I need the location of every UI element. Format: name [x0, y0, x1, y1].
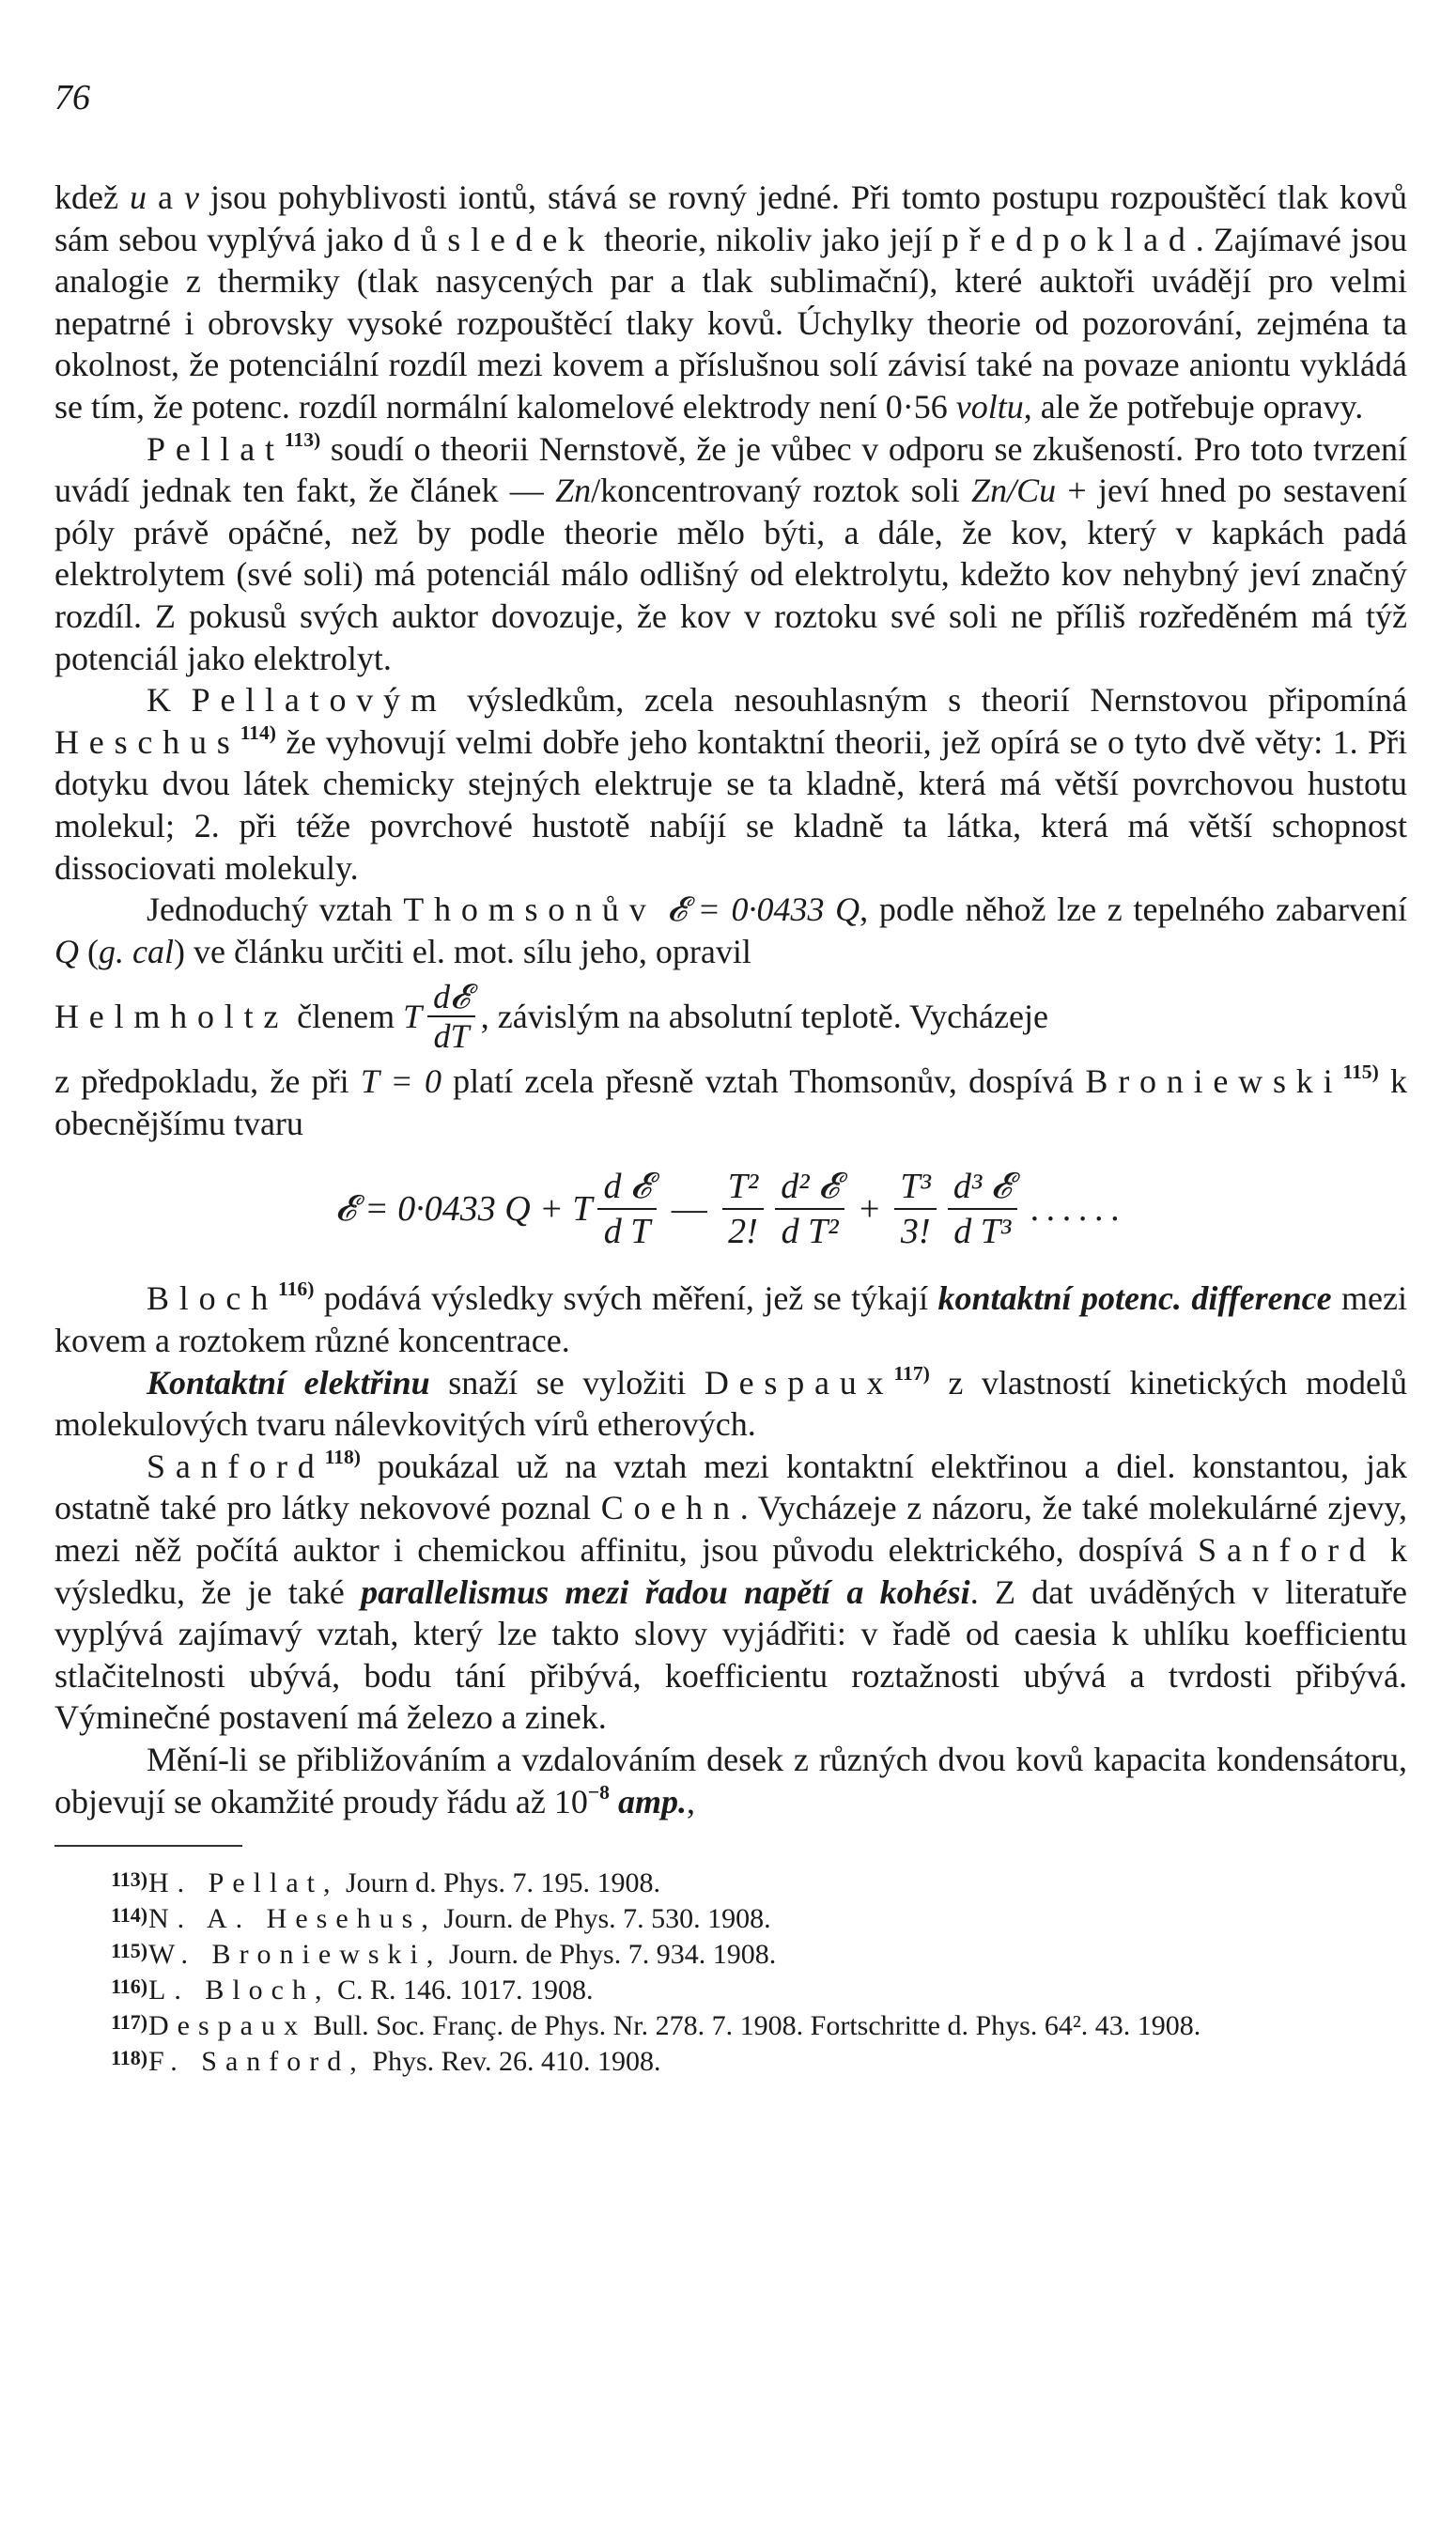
footnote — [54, 1935, 1407, 1971]
footnote-text: Journ. de Phys. 7. 934. 1908. — [441, 1939, 777, 1971]
fraction-5 — [948, 1165, 1017, 1253]
footnote-author: W. Broniewski, — [148, 1939, 442, 1971]
math-var: T — [403, 998, 423, 1036]
paragraph-2 — [54, 428, 1407, 680]
footnote-number: 116) — [111, 1975, 148, 1999]
footnote-number: 115) — [111, 1939, 148, 1963]
math-var: u — [129, 178, 147, 216]
fraction-3 — [775, 1165, 844, 1253]
text: ( — [79, 932, 99, 970]
fraction-dE-dT — [427, 978, 475, 1055]
fraction-2 — [722, 1165, 765, 1253]
text: /koncentrovaný roztok soli — [591, 472, 972, 510]
footnote — [54, 2006, 1407, 2042]
author-name: Sanford — [147, 1447, 325, 1485]
italic-phrase: Kontaktní elektřinu — [147, 1363, 430, 1402]
text: členem — [288, 998, 404, 1036]
text: K — [147, 681, 192, 720]
text: mezi kovem a roztokem různé koncentrace. — [54, 1279, 1407, 1360]
author-name: Broniewski — [1085, 1062, 1343, 1101]
text: k výsledku, že je také — [54, 1531, 1408, 1611]
text: že vyhovují velmi dobře jeho kontaktní theorii, jež opírá se o tyto dvě věty: 1. Při dotyku dvou látek chemicky stejných elektruje se ta kladně, která má větší povrchovou hustotu molekul; 2. při téže povrchové hustotě nabíjí se kladně ta látka, která má větší schopnost dissociovati molekuly. — [54, 722, 1407, 887]
math-var: Q — [54, 932, 79, 970]
paragraph-6 — [54, 1278, 1407, 1361]
fraction-denominator: d T — [603, 1212, 651, 1252]
author-name: Coehn — [600, 1489, 740, 1527]
helmholtz-line — [54, 978, 1407, 1055]
footnote — [54, 1971, 1407, 2006]
italic-word: voltu — [955, 387, 1024, 426]
text: , — [686, 1782, 695, 1820]
footnote-text: C. R. 146. 1017. 1908. — [330, 1975, 594, 2006]
text: výsledkům, zcela nesouhlasným s theorií Nernstovou připomíná — [446, 681, 1408, 720]
author-name: Pellat — [147, 429, 285, 468]
text — [610, 1783, 618, 1820]
footnote-ref[interactable]: 114) — [240, 720, 276, 744]
text: z vlastností kinetických modelů molekulových tvaru nálevkovitých vírů etherových. — [54, 1363, 1407, 1444]
fraction-numerator: d𝓔 — [427, 978, 475, 1017]
footnote-text: Journ. de Phys. 7. 530. 1908. — [436, 1903, 771, 1935]
fraction-numerator: d³ 𝓔 — [948, 1165, 1017, 1210]
text: + jeví hned po sestavení póly právě opáčné, než by podle theorie mělo býti, a dále, že kov, který v kapkách padá elektrolytem (své soli) má potenciál málo odlišný od elektrolytu, kdežto kov nehybný jeví značný rozdíl. Z pokusů svých auktor dovozuje, že kov v roztoku své soli ne příliš rozředěném má týž potenciál jako elektrolyt. — [54, 472, 1407, 677]
fraction-numerator: T³ — [894, 1165, 937, 1210]
inline-formula: 𝓔 = 0·0433 Q — [667, 891, 860, 929]
footnote-divider — [54, 1845, 242, 1847]
footnote-ref[interactable]: 117) — [893, 1361, 930, 1385]
fraction-numerator: T² — [722, 1165, 765, 1210]
spaced-word: předpoklad — [941, 220, 1196, 258]
footnote-author: H. Pellat, — [148, 1867, 339, 1899]
text: , závislým na absolutní teplotě. Vycházeje — [480, 998, 1048, 1036]
fraction-1 — [597, 1165, 656, 1253]
footnote — [54, 1899, 1407, 1935]
text: soudí o theorii Nernstově, že je vůbec v odporu se zkušeností. Pro toto tvrzení uvádí jednak ten fakt, že článek — — [54, 429, 1407, 510]
footnote-text: Phys. Rev. 26. 410. 1908. — [364, 2046, 661, 2078]
fraction-denominator: 3! — [900, 1212, 931, 1252]
plus-sign: + — [859, 1189, 880, 1230]
footnote-ref[interactable]: 115) — [1342, 1061, 1379, 1084]
paragraph-8 — [54, 1446, 1407, 1739]
paragraph-1 — [54, 177, 1407, 428]
footnote-ref[interactable]: 113) — [284, 427, 321, 451]
text: poukázal už na vztah mezi kontaktní elektřinou a diel. konstantou, jak ostatně také pro látky nekovové poznal — [54, 1447, 1407, 1527]
text: , ale že potřebuje opravy. — [1023, 387, 1364, 426]
paragraph-9 — [54, 1739, 1407, 1822]
body-text — [54, 177, 1407, 2078]
footnote-author: F. Sanford, — [148, 2046, 365, 2078]
text: ) ve článku určiti el. mot. sílu jeho, opravil — [173, 932, 751, 970]
author-name: Thomsonův — [403, 891, 657, 929]
inline-formula: T = 0 — [360, 1062, 441, 1101]
footnote-text: Bull. Soc. Franç. de Phys. Nr. 278. 7. 1908. Fortschritte d. Phys. 64². 43. 1908. — [305, 2010, 1201, 2042]
page-number: 76 — [54, 78, 90, 117]
footnote-number: 117) — [111, 2010, 148, 2035]
fraction-denominator: d T² — [781, 1212, 839, 1252]
footnote-text: Journ d. Phys. 7. 195. 1908. — [338, 1867, 661, 1899]
author-name: Helmholtz — [54, 998, 289, 1036]
text: Jednoduchý vztah — [147, 891, 404, 929]
footnote-number: 118) — [111, 2046, 148, 2070]
math-var: Zn/Cu — [971, 472, 1057, 510]
fraction-denominator: 2! — [728, 1212, 758, 1252]
italic-word: amp. — [617, 1782, 687, 1820]
text: platí zcela přesně vztah Thomsonův, dospívá — [441, 1062, 1086, 1101]
fraction-denominator: dT — [433, 1017, 470, 1056]
math-var: Zn — [555, 472, 592, 510]
text: . Zajímavé jsou analogie z thermiky (tlak nasycených par a tlak sublimační), které auktoři uvádějí pro velmi nepatrné i obrovsky vysoké rozpouštěcí tlaky kovů. Úchylky theorie od pozorování, zejména ta okolnost, že potenciální rozdíl mezi kovem a příslušnou solí závisí také na povaze aniontu vykládá se tím, že potenc. rozdíl normální kalomelové elektrody není 0·56 — [54, 220, 1407, 426]
italic-word: g. cal — [99, 932, 174, 970]
text: podává výsledky svých měření, jež se týkají — [314, 1279, 938, 1318]
footnote — [54, 1864, 1407, 1899]
fraction-denominator: d T³ — [953, 1212, 1012, 1252]
text: jsou pohyblivosti iontů, stává se rovný jedné. Při tomto postupu rozpouštěcí tlak kovů sám sebou vyplývá jako — [54, 178, 1407, 258]
author-name: Despaux — [704, 1363, 894, 1402]
exponent: −8 — [587, 1780, 610, 1804]
text: z předpokladu, že při — [54, 1062, 361, 1101]
footnote-number: 114) — [111, 1903, 148, 1928]
paragraph-5 — [54, 1061, 1407, 1144]
text: , podle něhož lze z tepelného zabarvení — [860, 891, 1407, 929]
display-formula — [54, 1165, 1407, 1253]
footnote-author: L. Bloch, — [148, 1975, 331, 2006]
text: . Vycházeje z názoru, že také molekulárné zjevy, mezi něž počítá auktor i chemickou affinitu, jsou původu elektrického, dospívá — [54, 1489, 1407, 1570]
footnotes — [54, 1864, 1407, 2078]
text: k obecnějšímu tvaru — [54, 1062, 1408, 1142]
paragraph-7 — [54, 1362, 1407, 1446]
author-name: Pellatovým — [191, 681, 447, 720]
footnote — [54, 2042, 1407, 2078]
text: Mění-li se přibližováním a vzdalováním desek z různých dvou kovů kapacita kondensátoru, objevují se okamžité proudy řádu až 10 — [54, 1741, 1407, 1820]
italic-phrase: parallelismus mezi řadou napětí a kohési — [361, 1572, 970, 1611]
paragraph-3 — [54, 679, 1407, 889]
fraction-numerator: d² 𝓔 — [775, 1165, 844, 1210]
text: . Z dat uváděných v literatuře vyplývá zajímavý vztah, který lze takto slovy vyjádřiti: v řadě od caesia k uhlíku koefficientu stlačitelnosti ubývá, bodu tání přibývá, koefficientu roztažnosti ubývá a tvrdosti přibývá. Výminečné postavení má železo a zinek. — [54, 1572, 1408, 1737]
minus-sign: — — [671, 1189, 707, 1230]
text: a — [146, 178, 184, 216]
text: theorie, nikoliv jako její — [595, 220, 942, 258]
formula-lhs: 𝓔 = 0·0433 Q + T — [334, 1189, 593, 1230]
fraction-numerator: d 𝓔 — [597, 1165, 656, 1210]
author-name: Bloch — [147, 1279, 278, 1318]
text: kdež — [54, 178, 130, 216]
math-var: v — [183, 178, 199, 216]
fraction-4 — [894, 1165, 937, 1253]
author-name: Sanford — [1198, 1531, 1376, 1570]
footnote-author: Despaux — [148, 2010, 306, 2042]
footnote-number: 113) — [111, 1867, 148, 1892]
footnote-author: N. A. Hesehus, — [148, 1903, 437, 1935]
author-name: Heschus — [54, 722, 240, 761]
footnote-ref[interactable]: 118) — [324, 1445, 361, 1468]
italic-phrase: kontaktní potenc. difference — [937, 1279, 1332, 1318]
text: snaží se vyložiti — [429, 1363, 705, 1402]
footnote-ref[interactable]: 116) — [278, 1278, 315, 1301]
ellipsis: ...... — [1030, 1189, 1127, 1230]
spaced-word: důsledek — [393, 220, 595, 258]
paragraph-4 — [54, 889, 1407, 972]
